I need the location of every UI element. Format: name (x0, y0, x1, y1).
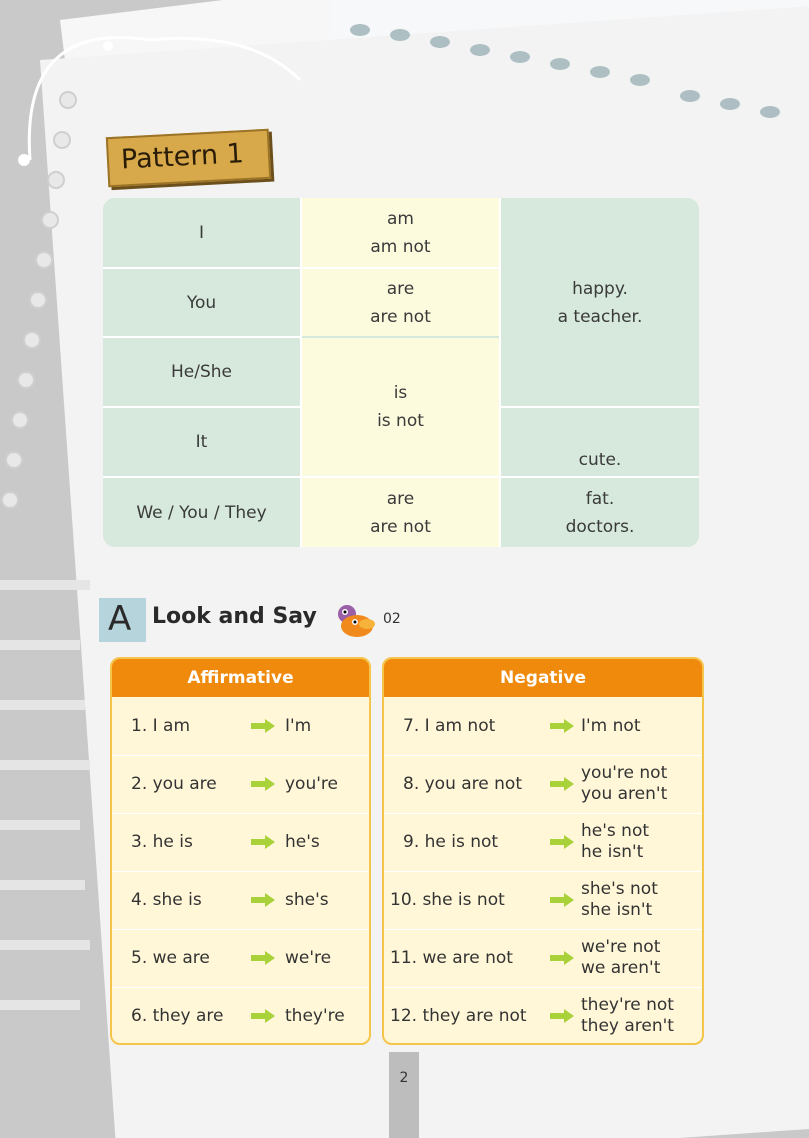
arrow-right-icon (251, 1009, 275, 1023)
contracted-form: you're (285, 774, 338, 794)
complement-text: cute. (578, 450, 622, 470)
contracted-form: we're not (581, 937, 661, 957)
table-divider (103, 406, 300, 408)
section-letter: A (108, 599, 132, 639)
full-form: 10. she is not (390, 890, 505, 910)
list-item (384, 755, 702, 813)
page-number: 2 (399, 1070, 409, 1086)
subject-cell (103, 478, 300, 547)
full-form: 5. we are (131, 948, 210, 968)
contracted-form-alt: he isn't (581, 842, 644, 862)
affirmative-panel (110, 657, 371, 1045)
contracted-form: I'm not (581, 716, 641, 736)
verb-cell (302, 198, 499, 267)
verb-affirmative: is (393, 383, 408, 403)
bird-mascot-icon (333, 598, 377, 642)
page-number-tab (389, 1052, 419, 1138)
pattern-table (103, 198, 699, 547)
full-form: 9. he is not (403, 832, 499, 852)
verb-cell (302, 338, 499, 476)
verb-cell (302, 478, 499, 547)
table-divider (103, 336, 300, 338)
full-form: 3. he is (131, 832, 193, 852)
list-item (112, 929, 369, 987)
list-item (384, 813, 702, 871)
pattern-title-badge (106, 129, 271, 187)
subject-text: He/She (171, 362, 232, 382)
table-divider (499, 198, 501, 547)
contracted-form-alt: we aren't (581, 958, 661, 978)
arrow-right-icon (251, 719, 275, 733)
negative-header: Negative (384, 659, 702, 697)
list-item (112, 697, 369, 755)
table-divider (103, 267, 499, 269)
verb-cell (302, 269, 499, 336)
full-form: 12. they are not (390, 1006, 527, 1026)
arrow-right-icon (251, 777, 275, 791)
verb-negative: are not (370, 516, 431, 537)
contracted-form: they're (285, 1006, 345, 1026)
arrow-right-icon (550, 719, 574, 733)
contracted-form: she's (285, 890, 329, 910)
complement-cell (501, 478, 699, 547)
contracted-form-alt: you aren't (581, 784, 668, 804)
contracted-form: you're not (581, 763, 668, 783)
contracted-form: we're (285, 948, 332, 968)
subject-cell (103, 269, 300, 336)
complement-cell (501, 198, 699, 406)
subject-cell (103, 198, 300, 267)
pattern-title: Pattern 1 (120, 138, 245, 176)
subject-cell (103, 408, 300, 476)
full-form: 1. I am (131, 716, 191, 736)
complement-cell (501, 408, 699, 476)
verb-negative: am not (370, 236, 431, 257)
full-form: 11. we are not (390, 948, 513, 968)
list-item (112, 987, 369, 1045)
verb-negative: is not (377, 411, 424, 431)
complement-text: fat. (585, 488, 615, 509)
contracted-form: he's not (581, 821, 650, 841)
arrow-right-icon (550, 777, 574, 791)
full-form: 2. you are (131, 774, 217, 794)
contracted-form-alt: they aren't (581, 1016, 674, 1036)
list-item (112, 813, 369, 871)
list-item (384, 929, 702, 987)
arrow-right-icon (251, 835, 275, 849)
contracted-form-alt: she isn't (581, 900, 653, 920)
arrow-right-icon (550, 1009, 574, 1023)
subject-text: You (186, 292, 217, 313)
table-divider (501, 406, 699, 408)
contracted-form: he's (285, 832, 320, 852)
subject-text: We / You / They (136, 502, 267, 523)
arrow-right-icon (550, 893, 574, 907)
contracted-form: I'm (285, 716, 312, 736)
arrow-right-icon (251, 951, 275, 965)
full-form: 8. you are not (403, 774, 522, 794)
complement-text: doctors. (565, 516, 635, 537)
arrow-right-icon (251, 893, 275, 907)
contracted-form: she's not (581, 879, 658, 899)
list-item (384, 697, 702, 755)
table-divider (103, 476, 699, 478)
verb-affirmative: are (386, 488, 415, 509)
full-form: 4. she is (131, 890, 202, 910)
section-letter-box (99, 598, 146, 642)
subject-text: I (198, 222, 204, 243)
section-title: Look and Say (152, 604, 317, 629)
affirmative-header: Affirmative (112, 659, 369, 697)
list-item (112, 871, 369, 929)
arrow-right-icon (550, 835, 574, 849)
contracted-form: they're not (581, 995, 674, 1015)
list-item (384, 871, 702, 929)
full-form: 7. I am not (403, 716, 496, 736)
arrow-right-icon (550, 951, 574, 965)
table-divider (300, 198, 302, 547)
complement-text: happy. (572, 279, 628, 299)
verb-affirmative: are (386, 278, 415, 299)
subject-cell (103, 338, 300, 406)
subject-text: It (195, 432, 208, 452)
list-item (112, 755, 369, 813)
audio-track-number: 02 (383, 611, 401, 627)
verb-affirmative: am (387, 208, 414, 229)
complement-text: a teacher. (557, 307, 643, 327)
list-item (384, 987, 702, 1045)
verb-negative: are not (370, 306, 431, 327)
full-form: 6. they are (131, 1006, 224, 1026)
negative-panel (382, 657, 704, 1045)
